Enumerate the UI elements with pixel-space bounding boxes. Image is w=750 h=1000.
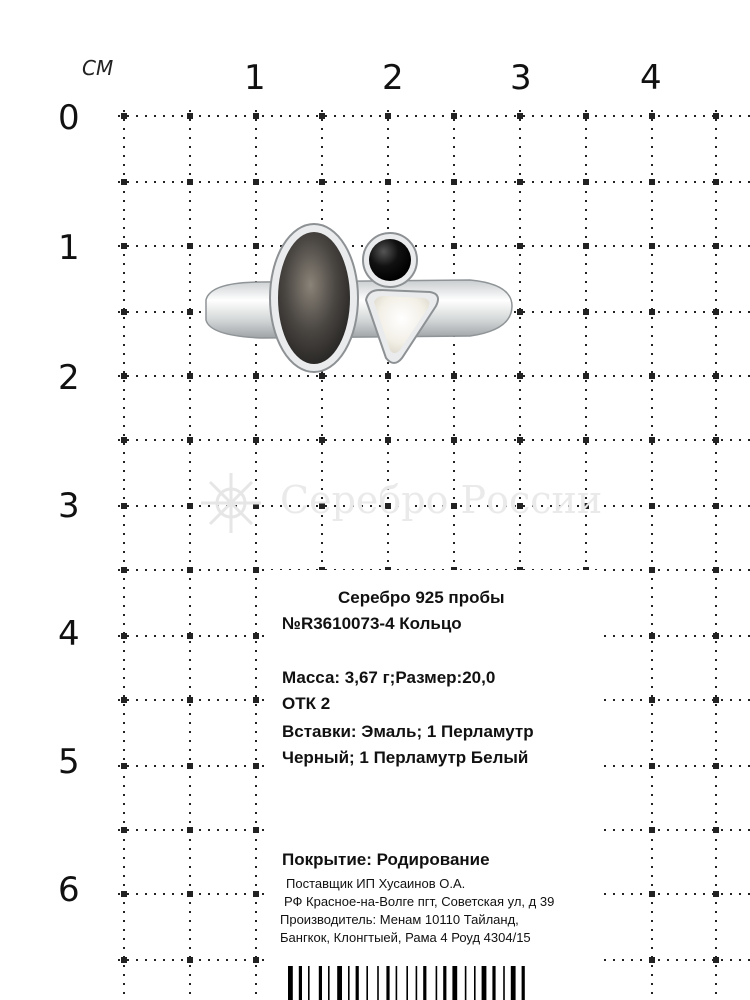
tag-inserts-1: Вставки: Эмаль; 1 Перламутр <box>282 722 534 741</box>
tag-supplier: Поставщик ИП Хусаинов О.А. <box>286 876 466 891</box>
unit-label: СМ <box>82 56 114 80</box>
barcode-bar <box>503 966 505 1000</box>
barcode-bar <box>299 966 302 1000</box>
tag-maker-1: Производитель: Менам 10110 Тайланд, <box>280 912 519 927</box>
tag-material: Серебро 925 пробы <box>338 588 505 607</box>
x-label-3: 3 <box>510 58 532 98</box>
barcode-bar <box>319 966 322 1000</box>
barcode-bar <box>356 966 359 1000</box>
barcode-bar <box>443 966 446 1000</box>
x-label-2: 2 <box>382 58 404 98</box>
barcode-bar <box>436 966 438 1000</box>
y-label-3: 3 <box>58 486 80 526</box>
barcode-bar <box>482 966 487 1000</box>
y-label-5: 5 <box>58 742 80 782</box>
tag-weight-size: Масса: 3,67 г;Размер:20,0 <box>282 668 496 687</box>
watermark-text: Серебро России <box>280 478 603 522</box>
x-label-1: 1 <box>244 58 266 98</box>
barcode-bar <box>474 966 476 1000</box>
barcode-bar <box>452 966 457 1000</box>
x-label-4: 4 <box>640 58 662 98</box>
y-label-2: 2 <box>58 358 80 398</box>
barcode-bar <box>511 966 516 1000</box>
barcode-bar <box>406 966 408 1000</box>
barcode-bar <box>492 966 495 1000</box>
y-label-4: 4 <box>58 614 80 654</box>
barcode-bar <box>308 966 310 1000</box>
barcode-bar <box>522 966 525 1000</box>
barcode-bar <box>328 966 330 1000</box>
barcode-bar <box>465 966 467 1000</box>
tag-coating: Покрытие: Родирование <box>282 850 490 869</box>
barcode-bar <box>377 966 379 1000</box>
barcode-bar <box>288 966 293 1000</box>
product-tag <box>268 570 598 1000</box>
barcode-bar <box>423 966 426 1000</box>
tag-article: №R3610073-4 Кольцо <box>282 614 462 633</box>
barcode-bar <box>396 966 398 1000</box>
barcode-bar <box>386 966 389 1000</box>
tag-otk: ОТК 2 <box>282 694 331 713</box>
barcode <box>288 966 588 1000</box>
barcode-bar <box>348 966 350 1000</box>
barcode-bar <box>337 966 342 1000</box>
y-label-6: 6 <box>58 870 80 910</box>
barcode-bar <box>416 966 418 1000</box>
tag-inserts-2: Черный; 1 Перламутр Белый <box>282 748 529 767</box>
tag-address: РФ Красное-на-Волге пгт, Советская ул, д 39 <box>284 894 555 909</box>
tag-maker-2: Бангкок, Клонгтыей, Рама 4 Роуд 4304/15 <box>280 930 531 945</box>
y-label-1: 1 <box>58 228 80 268</box>
y-label-0: 0 <box>58 98 80 138</box>
barcode-bar <box>366 966 368 1000</box>
